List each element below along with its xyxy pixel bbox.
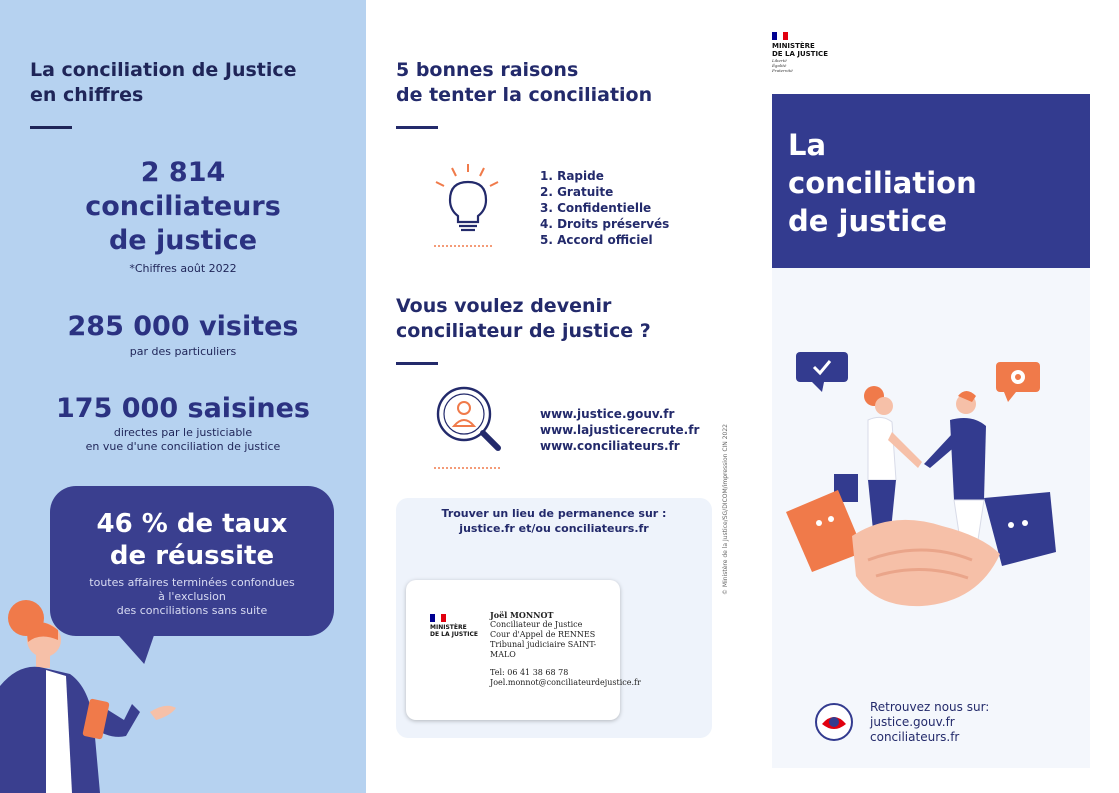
cover-title — [788, 126, 977, 240]
stat-referrals-sub — [0, 426, 366, 454]
become-divider — [396, 362, 438, 365]
contact-court: Cour d'Appel de RENNES — [490, 630, 596, 639]
reasons-title-line2: de tenter la conciliation — [396, 84, 653, 106]
find-us-site1[interactable]: justice.gouv.fr — [870, 715, 955, 729]
reason-item: 3. Confidentielle — [540, 201, 652, 215]
handshake-illustration — [772, 340, 1090, 630]
title-divider — [30, 126, 72, 129]
stat-conciliators — [0, 156, 366, 258]
success-rate-sub1: toutes affaires terminées confondues — [89, 576, 295, 589]
reason-item: 1. Rapide — [540, 169, 604, 183]
success-rate-line2: de réussite — [109, 541, 275, 571]
reason-item: 5. Accord officiel — [540, 233, 653, 247]
success-rate-line1: 46 % de taux — [96, 509, 288, 539]
ministry-line1: MINISTÈRE — [772, 42, 815, 50]
ministry-logo — [772, 32, 828, 73]
permanence-text — [396, 506, 712, 536]
figures-title-line2: en chiffres — [30, 84, 144, 106]
flag-icon — [772, 32, 788, 40]
permanence-line2: justice.fr et/ou conciliateurs.fr — [459, 522, 649, 535]
stat-conciliators-label2: de justice — [108, 225, 258, 256]
stat-note: *Chiffres août 2022 — [129, 262, 237, 275]
panel-reasons — [366, 0, 742, 793]
reasons-title — [396, 58, 652, 108]
find-us-label: Retrouvez nous sur: — [870, 700, 990, 714]
become-title-line1: Vous voulez devenir — [396, 295, 612, 317]
link-conciliateurs[interactable]: www.conciliateurs.fr — [540, 439, 680, 453]
become-title-line2: conciliateur de justice ? — [396, 320, 651, 342]
permanence-line1: Trouver un lieu de permanence sur : — [441, 507, 667, 520]
lightbulb-icon — [432, 164, 502, 250]
stat-referrals: 175 000 saisines — [56, 393, 310, 424]
motto-fraternite: Fraternité — [772, 68, 793, 73]
stat-conciliators-number: 2 814 — [140, 157, 226, 188]
contact-name: Joël MONNOT — [490, 610, 554, 620]
contact-phone: Tel: 06 41 38 68 78 — [490, 668, 569, 677]
reasons-list — [540, 168, 669, 248]
cover-title-line2: conciliation — [788, 166, 977, 200]
contact-tribunal: Tribunal judiciaire SAINT-MALO — [490, 640, 597, 659]
card-ministry-logo — [430, 614, 478, 638]
card-flag-icon — [430, 614, 446, 622]
link-lajusticerecrute[interactable]: www.lajusticerecrute.fr — [540, 423, 700, 437]
stat-visits-sub: par des particuliers — [129, 345, 237, 358]
panel-cover — [742, 0, 1119, 793]
link-justice-gouv[interactable]: www.justice.gouv.fr — [540, 407, 675, 421]
stat-visits: 285 000 visites — [67, 311, 299, 342]
ministry-line2: DE LA JUSTICE — [772, 50, 828, 58]
motto-egalite: Égalité — [772, 63, 787, 68]
cover-title-line1: La — [788, 128, 827, 162]
become-title — [396, 294, 651, 344]
card-logo-line2: DE LA JUSTICE — [430, 631, 478, 638]
reasons-divider — [396, 126, 438, 129]
contact-role: Conciliateur de Justice — [490, 620, 583, 629]
magnifier-person-icon — [432, 382, 506, 472]
contact-card — [406, 580, 641, 720]
cover-title-line3: de justice — [788, 204, 948, 238]
stat-conciliators-label1: conciliateurs — [85, 191, 281, 222]
panel-figures — [0, 0, 366, 793]
reason-item: 4. Droits préservés — [540, 217, 670, 231]
print-credit: © Ministère de la Justice/SG/DICOM/impression CIN 2022 — [722, 424, 729, 595]
motto-liberte: Liberté — [772, 58, 787, 63]
success-rate-sub3: des conciliations sans suite — [116, 604, 268, 617]
reason-item: 2. Gratuite — [540, 185, 614, 199]
card-logo-line1: MINISTÈRE — [430, 624, 467, 631]
figures-title — [30, 58, 350, 108]
stat-referrals-sub1: directes par le justiciable — [113, 426, 253, 439]
conciliateurs-logo-icon — [814, 702, 854, 742]
find-us-site2[interactable]: conciliateurs.fr — [870, 730, 960, 744]
success-rate-sub2: à l'exclusion — [158, 590, 226, 603]
recruit-links — [540, 406, 699, 454]
stat-referrals-sub2: en vue d'une conciliation de justice — [85, 440, 281, 453]
find-us-block — [870, 700, 989, 745]
reasons-title-line1: 5 bonnes raisons — [396, 59, 579, 81]
figures-title-line1: La conciliation de Justice — [30, 59, 297, 81]
woman-with-phone-illustration — [0, 596, 200, 793]
contact-email: Joel.monnot@conciliateurdejustice.fr — [490, 678, 641, 687]
